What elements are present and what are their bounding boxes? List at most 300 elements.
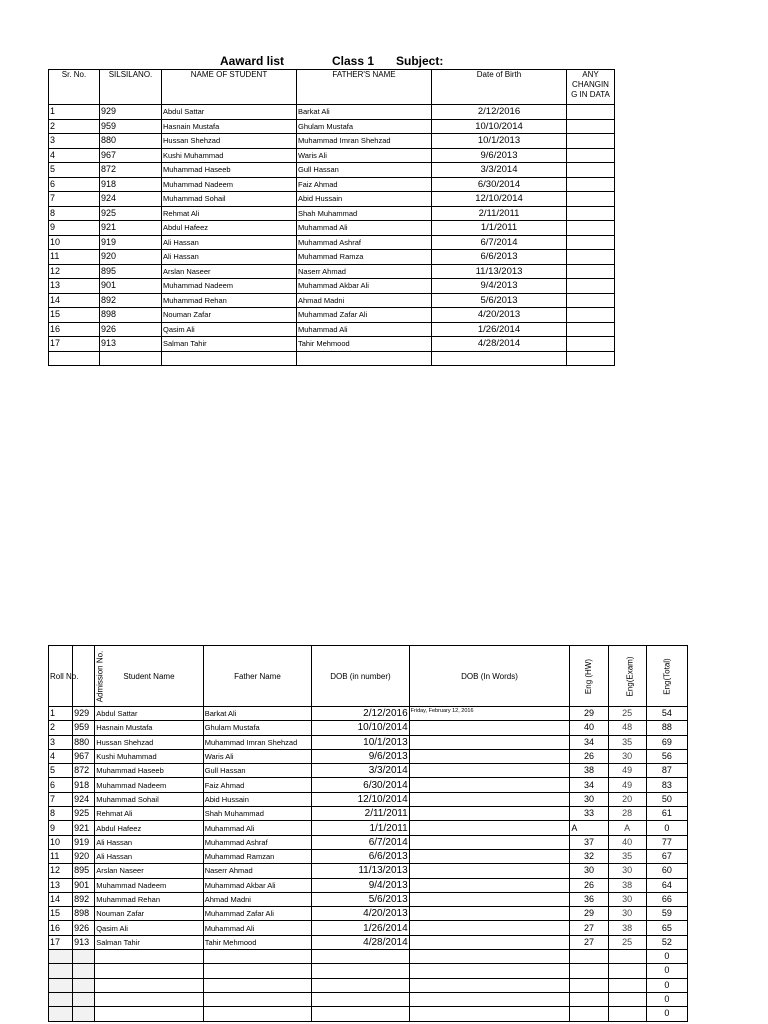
table-cell[interactable]: 5/6/2013 <box>432 293 567 308</box>
table-cell[interactable] <box>567 235 615 250</box>
table-cell[interactable] <box>567 119 615 134</box>
table-cell[interactable]: 924 <box>73 792 95 806</box>
table-cell[interactable]: 12 <box>49 264 100 279</box>
table-cell[interactable]: 56 <box>646 749 687 763</box>
table-cell[interactable]: 11/13/2013 <box>432 264 567 279</box>
table-cell[interactable]: Ghulam Mustafa <box>297 119 432 134</box>
table-cell[interactable]: 919 <box>73 835 95 849</box>
table-cell[interactable]: 921 <box>73 821 95 835</box>
table-cell[interactable]: 17 <box>49 935 73 949</box>
table-cell[interactable] <box>312 978 409 992</box>
table-cell[interactable]: 12 <box>49 864 73 878</box>
table-cell[interactable]: Abdul Hafeez <box>162 221 297 236</box>
table-cell[interactable]: 967 <box>100 148 162 163</box>
table-cell[interactable]: Muhammad Ramzan <box>203 849 312 863</box>
table-cell[interactable]: 8 <box>49 807 73 821</box>
table-cell[interactable]: 967 <box>73 749 95 763</box>
table-cell[interactable] <box>49 964 73 978</box>
table-cell[interactable]: 50 <box>646 792 687 806</box>
table-cell[interactable]: 0 <box>646 964 687 978</box>
table-cell[interactable]: Muhammad Zafar Ali <box>203 907 312 921</box>
table-cell[interactable]: 913 <box>73 935 95 949</box>
table-cell[interactable]: 2/11/2011 <box>432 206 567 221</box>
table-cell[interactable]: Muhammad Nadeem <box>162 177 297 192</box>
table-cell[interactable]: Muhammad Haseeb <box>162 163 297 178</box>
table-cell[interactable]: 901 <box>100 279 162 294</box>
table-cell[interactable] <box>608 950 646 964</box>
table-cell[interactable]: 67 <box>646 849 687 863</box>
table-cell[interactable]: 34 <box>570 735 608 749</box>
table-cell[interactable]: 925 <box>73 807 95 821</box>
table-cell[interactable] <box>432 351 567 366</box>
table-cell[interactable] <box>570 1007 608 1021</box>
table-cell[interactable] <box>95 978 204 992</box>
table-cell[interactable]: 10/1/2013 <box>312 735 409 749</box>
table-cell[interactable] <box>49 978 73 992</box>
table-cell[interactable] <box>567 351 615 366</box>
table-cell[interactable] <box>49 1007 73 1021</box>
table-cell[interactable]: 8 <box>49 206 100 221</box>
table-cell[interactable]: 32 <box>570 849 608 863</box>
table-cell[interactable] <box>409 864 570 878</box>
table-cell[interactable] <box>409 778 570 792</box>
table-cell[interactable]: 919 <box>100 235 162 250</box>
table-cell[interactable]: 5 <box>49 764 73 778</box>
table-cell[interactable]: Muhammad Zafar Ali <box>297 308 432 323</box>
table-cell[interactable]: Abid Hussain <box>297 192 432 207</box>
table-cell[interactable]: 30 <box>570 864 608 878</box>
table-cell[interactable]: Muhammad Ali <box>203 921 312 935</box>
table-cell[interactable]: Muhammad Akbar Ali <box>297 279 432 294</box>
table-cell[interactable] <box>409 835 570 849</box>
table-cell[interactable] <box>409 921 570 935</box>
table-cell[interactable]: 898 <box>100 308 162 323</box>
table-cell[interactable]: 49 <box>608 764 646 778</box>
table-cell[interactable] <box>608 964 646 978</box>
table-cell[interactable]: 1/1/2011 <box>312 821 409 835</box>
table-cell[interactable]: Gull Hassan <box>203 764 312 778</box>
table-cell[interactable] <box>297 351 432 366</box>
table-cell[interactable] <box>49 351 100 366</box>
table-cell[interactable]: Faiz Ahmad <box>297 177 432 192</box>
table-cell[interactable]: 69 <box>646 735 687 749</box>
table-cell[interactable]: 0 <box>646 821 687 835</box>
table-cell[interactable]: 13 <box>49 878 73 892</box>
table-cell[interactable]: 30 <box>570 792 608 806</box>
table-cell[interactable]: 25 <box>608 935 646 949</box>
table-cell[interactable]: 17 <box>49 337 100 352</box>
table-cell[interactable]: 4/20/2013 <box>312 907 409 921</box>
table-cell[interactable]: 920 <box>100 250 162 265</box>
table-cell[interactable]: Abdul Hafeez <box>95 821 204 835</box>
table-cell[interactable] <box>409 821 570 835</box>
table-cell[interactable]: 16 <box>49 921 73 935</box>
table-cell[interactable]: 10/1/2013 <box>432 134 567 149</box>
table-cell[interactable] <box>409 992 570 1006</box>
table-cell[interactable]: Shah Muhammad <box>297 206 432 221</box>
table-cell[interactable]: 3 <box>49 735 73 749</box>
table-cell[interactable]: Kushi Muhammad <box>95 749 204 763</box>
table-cell[interactable] <box>100 351 162 366</box>
table-cell[interactable] <box>409 892 570 906</box>
table-cell[interactable]: 0 <box>646 978 687 992</box>
table-cell[interactable] <box>409 964 570 978</box>
table-cell[interactable]: Ali Hassan <box>162 235 297 250</box>
table-cell[interactable]: 959 <box>100 119 162 134</box>
table-cell[interactable]: 4 <box>49 148 100 163</box>
table-cell[interactable]: Tahir Mehmood <box>203 935 312 949</box>
table-cell[interactable] <box>409 849 570 863</box>
table-cell[interactable] <box>409 950 570 964</box>
table-cell[interactable] <box>73 1007 95 1021</box>
table-cell[interactable]: Waris Ali <box>203 749 312 763</box>
table-cell[interactable]: 9/4/2013 <box>312 878 409 892</box>
table-cell[interactable]: Muhammad Imran Shehzad <box>203 735 312 749</box>
table-cell[interactable]: 2/12/2016 <box>312 707 409 721</box>
table-cell[interactable] <box>608 1007 646 1021</box>
table-cell[interactable]: Muhammad Imran Shehzad <box>297 134 432 149</box>
table-cell[interactable]: Muhammad Ashraf <box>297 235 432 250</box>
table-cell[interactable]: 13 <box>49 279 100 294</box>
table-cell[interactable]: Barkat Ali <box>297 105 432 120</box>
table-cell[interactable]: 918 <box>100 177 162 192</box>
table-cell[interactable]: 25 <box>608 707 646 721</box>
table-cell[interactable]: Rehmat Ali <box>95 807 204 821</box>
table-cell[interactable] <box>73 992 95 1006</box>
table-cell[interactable]: 27 <box>570 935 608 949</box>
table-cell[interactable]: Friday, February 12, 2016 <box>409 707 570 721</box>
table-cell[interactable]: 9 <box>49 821 73 835</box>
table-cell[interactable]: 924 <box>100 192 162 207</box>
table-cell[interactable] <box>73 978 95 992</box>
table-cell[interactable]: 925 <box>100 206 162 221</box>
table-cell[interactable]: 6/7/2014 <box>312 835 409 849</box>
table-cell[interactable]: Hasnain Mustafa <box>162 119 297 134</box>
table-cell[interactable] <box>409 807 570 821</box>
table-cell[interactable]: 36 <box>570 892 608 906</box>
table-cell[interactable]: 64 <box>646 878 687 892</box>
table-cell[interactable] <box>203 964 312 978</box>
table-cell[interactable] <box>409 907 570 921</box>
table-cell[interactable]: Kushi Muhammad <box>162 148 297 163</box>
table-cell[interactable]: Nouman Zafar <box>95 907 204 921</box>
table-cell[interactable]: Nouman Zafar <box>162 308 297 323</box>
table-cell[interactable]: 872 <box>73 764 95 778</box>
table-cell[interactable]: 913 <box>100 337 162 352</box>
table-cell[interactable]: 29 <box>570 707 608 721</box>
table-cell[interactable]: Ahmad Madni <box>203 892 312 906</box>
table-cell[interactable] <box>567 308 615 323</box>
table-cell[interactable]: 3/3/2014 <box>312 764 409 778</box>
table-cell[interactable]: 65 <box>646 921 687 935</box>
table-cell[interactable]: 38 <box>608 921 646 935</box>
table-cell[interactable]: 1 <box>49 105 100 120</box>
table-cell[interactable]: 87 <box>646 764 687 778</box>
table-cell[interactable]: 6/30/2014 <box>312 778 409 792</box>
table-cell[interactable] <box>567 221 615 236</box>
table-cell[interactable]: 5 <box>49 163 100 178</box>
table-cell[interactable]: 1/1/2011 <box>432 221 567 236</box>
table-cell[interactable]: Muhammad Nadeem <box>95 778 204 792</box>
table-cell[interactable]: Salman Tahir <box>162 337 297 352</box>
table-cell[interactable]: Muhammad Rehan <box>95 892 204 906</box>
table-cell[interactable]: 901 <box>73 878 95 892</box>
table-cell[interactable]: 28 <box>608 807 646 821</box>
table-cell[interactable]: 40 <box>608 835 646 849</box>
table-cell[interactable]: Hussan Shehzad <box>162 134 297 149</box>
table-cell[interactable]: 52 <box>646 935 687 949</box>
table-cell[interactable]: 2 <box>49 119 100 134</box>
table-cell[interactable]: 6 <box>49 778 73 792</box>
table-cell[interactable]: Hasnain Mustafa <box>95 721 204 735</box>
table-cell[interactable]: 54 <box>646 707 687 721</box>
table-cell[interactable]: 959 <box>73 721 95 735</box>
table-cell[interactable]: 15 <box>49 308 100 323</box>
table-cell[interactable]: Ali Hassan <box>162 250 297 265</box>
table-cell[interactable] <box>312 950 409 964</box>
table-cell[interactable] <box>203 950 312 964</box>
table-cell[interactable]: Muhammad Ramza <box>297 250 432 265</box>
table-cell[interactable]: Muhammad Sohail <box>95 792 204 806</box>
table-cell[interactable]: 6/7/2014 <box>432 235 567 250</box>
table-cell[interactable] <box>567 337 615 352</box>
table-cell[interactable]: 5/6/2013 <box>312 892 409 906</box>
table-cell[interactable]: 2/12/2016 <box>432 105 567 120</box>
table-cell[interactable] <box>95 964 204 978</box>
table-cell[interactable] <box>312 992 409 1006</box>
table-cell[interactable]: 7 <box>49 192 100 207</box>
table-cell[interactable]: 9 <box>49 221 100 236</box>
table-cell[interactable]: Naserr Ahmad <box>297 264 432 279</box>
table-cell[interactable]: 918 <box>73 778 95 792</box>
table-cell[interactable]: 10 <box>49 235 100 250</box>
table-cell[interactable]: 34 <box>570 778 608 792</box>
table-cell[interactable]: Waris Ali <box>297 148 432 163</box>
table-cell[interactable] <box>567 250 615 265</box>
table-cell[interactable]: 10/10/2014 <box>432 119 567 134</box>
table-cell[interactable]: 35 <box>608 849 646 863</box>
table-cell[interactable]: 880 <box>73 735 95 749</box>
table-cell[interactable] <box>608 992 646 1006</box>
table-cell[interactable]: 872 <box>100 163 162 178</box>
table-cell[interactable]: 1 <box>49 707 73 721</box>
table-cell[interactable]: 3 <box>49 134 100 149</box>
table-cell[interactable]: 9/4/2013 <box>432 279 567 294</box>
table-cell[interactable]: 15 <box>49 907 73 921</box>
table-cell[interactable]: 16 <box>49 322 100 337</box>
table-cell[interactable]: 0 <box>646 992 687 1006</box>
table-cell[interactable]: 4/28/2014 <box>432 337 567 352</box>
table-cell[interactable]: 892 <box>73 892 95 906</box>
table-cell[interactable]: 88 <box>646 721 687 735</box>
table-cell[interactable] <box>567 293 615 308</box>
table-cell[interactable]: Arslan Naseer <box>162 264 297 279</box>
table-cell[interactable]: 4/28/2014 <box>312 935 409 949</box>
table-cell[interactable]: 37 <box>570 835 608 849</box>
table-cell[interactable] <box>203 992 312 1006</box>
table-cell[interactable]: Rehmat Ali <box>162 206 297 221</box>
table-cell[interactable]: 30 <box>608 864 646 878</box>
table-cell[interactable]: 880 <box>100 134 162 149</box>
table-cell[interactable]: 10 <box>49 835 73 849</box>
table-cell[interactable] <box>49 992 73 1006</box>
table-cell[interactable]: Barkat Ali <box>203 707 312 721</box>
table-cell[interactable]: 11 <box>49 250 100 265</box>
table-cell[interactable] <box>409 735 570 749</box>
table-cell[interactable]: 27 <box>570 921 608 935</box>
table-cell[interactable]: 49 <box>608 778 646 792</box>
table-cell[interactable]: 2/11/2011 <box>312 807 409 821</box>
table-cell[interactable]: 26 <box>570 878 608 892</box>
table-cell[interactable]: 926 <box>100 322 162 337</box>
table-cell[interactable] <box>409 749 570 763</box>
table-cell[interactable]: 30 <box>608 749 646 763</box>
table-cell[interactable]: 59 <box>646 907 687 921</box>
table-cell[interactable]: 4 <box>49 749 73 763</box>
table-cell[interactable]: Arslan Naseer <box>95 864 204 878</box>
table-cell[interactable]: 4/20/2013 <box>432 308 567 323</box>
table-cell[interactable]: 1/26/2014 <box>432 322 567 337</box>
table-cell[interactable]: Ali Hassan <box>95 835 204 849</box>
table-cell[interactable]: 12/10/2014 <box>312 792 409 806</box>
table-cell[interactable]: 11/13/2013 <box>312 864 409 878</box>
table-cell[interactable] <box>95 1007 204 1021</box>
table-cell[interactable] <box>567 163 615 178</box>
table-cell[interactable]: 929 <box>73 707 95 721</box>
table-cell[interactable]: Muhammad Rehan <box>162 293 297 308</box>
table-cell[interactable]: 60 <box>646 864 687 878</box>
table-cell[interactable]: Abdul Sattar <box>162 105 297 120</box>
table-cell[interactable]: 926 <box>73 921 95 935</box>
table-cell[interactable] <box>409 721 570 735</box>
table-cell[interactable] <box>409 878 570 892</box>
table-cell[interactable]: 35 <box>608 735 646 749</box>
table-cell[interactable]: Hussan Shehzad <box>95 735 204 749</box>
table-cell[interactable]: Muhammad Haseeb <box>95 764 204 778</box>
table-cell[interactable] <box>567 105 615 120</box>
table-cell[interactable] <box>95 992 204 1006</box>
table-cell[interactable]: 11 <box>49 849 73 863</box>
table-cell[interactable]: 26 <box>570 749 608 763</box>
table-cell[interactable] <box>312 964 409 978</box>
table-cell[interactable]: 898 <box>73 907 95 921</box>
table-cell[interactable]: Muhammad Ali <box>297 221 432 236</box>
table-cell[interactable] <box>49 950 73 964</box>
table-cell[interactable]: 48 <box>608 721 646 735</box>
table-cell[interactable]: 9/6/2013 <box>312 749 409 763</box>
table-cell[interactable]: 921 <box>100 221 162 236</box>
table-cell[interactable]: Muhammad Akbar Ali <box>203 878 312 892</box>
table-cell[interactable] <box>567 322 615 337</box>
table-cell[interactable]: A <box>570 821 608 835</box>
table-cell[interactable] <box>73 964 95 978</box>
table-cell[interactable]: Muhammad Ali <box>297 322 432 337</box>
table-cell[interactable]: 38 <box>608 878 646 892</box>
table-cell[interactable] <box>567 134 615 149</box>
table-cell[interactable]: Ahmad Madni <box>297 293 432 308</box>
table-cell[interactable]: 30 <box>608 907 646 921</box>
table-cell[interactable] <box>570 964 608 978</box>
table-cell[interactable]: 3/3/2014 <box>432 163 567 178</box>
table-cell[interactable]: 9/6/2013 <box>432 148 567 163</box>
table-cell[interactable]: 1/26/2014 <box>312 921 409 935</box>
table-cell[interactable] <box>567 148 615 163</box>
table-cell[interactable] <box>203 1007 312 1021</box>
table-cell[interactable] <box>409 764 570 778</box>
table-cell[interactable]: 30 <box>608 892 646 906</box>
table-cell[interactable] <box>570 950 608 964</box>
table-cell[interactable] <box>73 950 95 964</box>
table-cell[interactable]: Tahir Mehmood <box>297 337 432 352</box>
table-cell[interactable] <box>95 950 204 964</box>
table-cell[interactable]: 12/10/2014 <box>432 192 567 207</box>
table-cell[interactable]: 20 <box>608 792 646 806</box>
table-cell[interactable]: Abdul Sattar <box>95 707 204 721</box>
table-cell[interactable] <box>409 1007 570 1021</box>
table-cell[interactable]: 83 <box>646 778 687 792</box>
table-cell[interactable]: 895 <box>73 864 95 878</box>
table-cell[interactable]: 892 <box>100 293 162 308</box>
table-cell[interactable]: 0 <box>646 1007 687 1021</box>
table-cell[interactable]: 14 <box>49 293 100 308</box>
table-cell[interactable]: 38 <box>570 764 608 778</box>
table-cell[interactable]: 6 <box>49 177 100 192</box>
table-cell[interactable]: 29 <box>570 907 608 921</box>
table-cell[interactable]: 0 <box>646 950 687 964</box>
table-cell[interactable] <box>567 177 615 192</box>
table-cell[interactable]: Abid Hussain <box>203 792 312 806</box>
table-cell[interactable]: 61 <box>646 807 687 821</box>
table-cell[interactable] <box>570 992 608 1006</box>
table-cell[interactable]: 7 <box>49 792 73 806</box>
table-cell[interactable]: 10/10/2014 <box>312 721 409 735</box>
table-cell[interactable] <box>203 978 312 992</box>
table-cell[interactable]: Muhammad Nadeem <box>95 878 204 892</box>
table-cell[interactable] <box>570 978 608 992</box>
table-cell[interactable]: Qasim Ali <box>162 322 297 337</box>
table-cell[interactable] <box>409 978 570 992</box>
table-cell[interactable]: 33 <box>570 807 608 821</box>
table-cell[interactable]: A <box>608 821 646 835</box>
table-cell[interactable] <box>567 279 615 294</box>
table-cell[interactable]: 6/30/2014 <box>432 177 567 192</box>
table-cell[interactable] <box>409 935 570 949</box>
table-cell[interactable]: 6/6/2013 <box>312 849 409 863</box>
table-cell[interactable]: Naserr Ahmad <box>203 864 312 878</box>
table-cell[interactable]: 929 <box>100 105 162 120</box>
table-cell[interactable]: 920 <box>73 849 95 863</box>
table-cell[interactable] <box>567 264 615 279</box>
table-cell[interactable] <box>312 1007 409 1021</box>
table-cell[interactable]: Muhammad Ali <box>203 821 312 835</box>
table-cell[interactable]: Ali Hassan <box>95 849 204 863</box>
table-cell[interactable]: 40 <box>570 721 608 735</box>
table-cell[interactable]: Faiz Ahmad <box>203 778 312 792</box>
table-cell[interactable]: Muhammad Ashraf <box>203 835 312 849</box>
table-cell[interactable] <box>608 978 646 992</box>
table-cell[interactable] <box>567 206 615 221</box>
table-cell[interactable]: Muhammad Sohail <box>162 192 297 207</box>
table-cell[interactable]: 6/6/2013 <box>432 250 567 265</box>
table-cell[interactable]: 77 <box>646 835 687 849</box>
table-cell[interactable]: 2 <box>49 721 73 735</box>
table-cell[interactable]: Gull Hassan <box>297 163 432 178</box>
table-cell[interactable] <box>567 192 615 207</box>
table-cell[interactable]: 14 <box>49 892 73 906</box>
table-cell[interactable]: 66 <box>646 892 687 906</box>
table-cell[interactable]: Qasim Ali <box>95 921 204 935</box>
table-cell[interactable]: Ghulam Mustafa <box>203 721 312 735</box>
